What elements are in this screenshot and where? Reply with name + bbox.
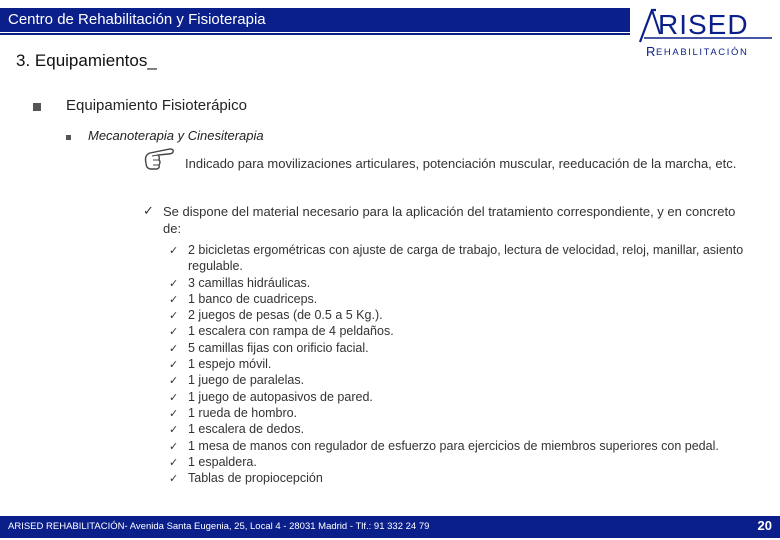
material-paragraph: Se dispone del material necesario para la aplicación del tratamiento correspondiente, y en concreto de: [163, 204, 736, 236]
list-item-text: 1 escalera con rampa de 4 peldaños. [188, 324, 394, 339]
list-item [169, 275, 749, 291]
list-item [169, 372, 749, 388]
list-item-text: 1 rueda de hombro. [188, 405, 298, 420]
list-item-text: 1 juego de paralelas. [188, 373, 305, 388]
indication-paragraph: Indicado para movilizaciones articulares, potenciación muscular, reeducación de la marcha, etc. [185, 156, 737, 171]
list-item [169, 323, 749, 339]
list-item-text: 1 juego de autopasivos de pared. [188, 389, 373, 404]
list-item [169, 438, 749, 454]
list-item [169, 389, 749, 405]
list-item [169, 291, 749, 307]
level2-heading: Mecanoterapia y Cinesiterapia [88, 128, 264, 143]
footer-address: ARISED REHABILITACIÓN- Avenida Santa Eugenia, 25, Local 4 - 28031 Madrid - Tlf.: 91 332 24 79 [8, 521, 430, 532]
list-item-text: 1 banco de cuadriceps. [188, 291, 318, 306]
list-item-text: 3 camillas hidráulicas. [188, 275, 311, 290]
bullet-small-square-icon [66, 135, 71, 140]
header-title: Centro de Rehabilitación y Fisioterapia [8, 11, 266, 28]
list-item-text: 2 juegos de pesas (de 0.5 a 5 Kg.). [188, 308, 383, 323]
arised-logo [636, 4, 776, 60]
header-divider [0, 33, 630, 35]
checkmark-icon: ✓ [169, 391, 179, 404]
header-bar [0, 8, 630, 32]
list-item [169, 242, 749, 275]
list-item [169, 307, 749, 323]
list-item [169, 356, 749, 372]
checkmark-icon: ✓ [169, 375, 179, 388]
level1-heading: Equipamiento Fisioterápico [66, 97, 247, 114]
svg-text:RISED: RISED [658, 9, 749, 40]
list-item [169, 454, 749, 470]
list-item-text: Tablas de propiocepción [188, 471, 323, 486]
list-item [169, 340, 749, 356]
checkmark-icon: ✓ [169, 456, 179, 469]
page-number: 20 [757, 518, 772, 533]
checkmark-icon: ✓ [169, 277, 179, 290]
checkmark-icon: ✓ [169, 440, 179, 453]
list-item-text: 1 escalera de dedos. [188, 422, 305, 437]
list-item-text: 5 camillas fijas con orificio facial. [188, 340, 369, 355]
svg-text:R: R [646, 44, 656, 59]
list-item-text: 2 bicicletas ergométricas con ajuste de carga de trabajo, lectura de velocidad, reloj, manillar, asiento regulable. [188, 243, 744, 274]
checkmark-icon: ✓ [169, 359, 179, 372]
svg-text:EHABILITACIÓN: EHABILITACIÓN [656, 47, 749, 58]
checkmark-icon: ✓ [143, 203, 154, 218]
equipment-list [169, 242, 749, 486]
list-item-text: 1 espejo móvil. [188, 357, 272, 372]
checkmark-icon: ✓ [169, 407, 179, 420]
list-item [169, 421, 749, 437]
checkmark-icon: ✓ [169, 293, 179, 306]
list-item [169, 405, 749, 421]
section-title: 3. Equipamientos_ [16, 51, 157, 70]
bullet-square-icon [33, 103, 41, 111]
checkmark-icon: ✓ [169, 473, 179, 486]
list-item [169, 470, 749, 486]
checkmark-icon: ✓ [169, 310, 179, 323]
checkmark-icon: ✓ [169, 424, 179, 437]
checkmark-icon: ✓ [169, 342, 179, 355]
list-item-text: 1 mesa de manos con regulador de esfuerzo para ejercicios de miembros superiores con pedal. [188, 438, 719, 453]
checkmark-icon: ✓ [169, 245, 179, 257]
checkmark-icon: ✓ [169, 326, 179, 339]
list-item-text: 1 espaldera. [188, 454, 257, 469]
